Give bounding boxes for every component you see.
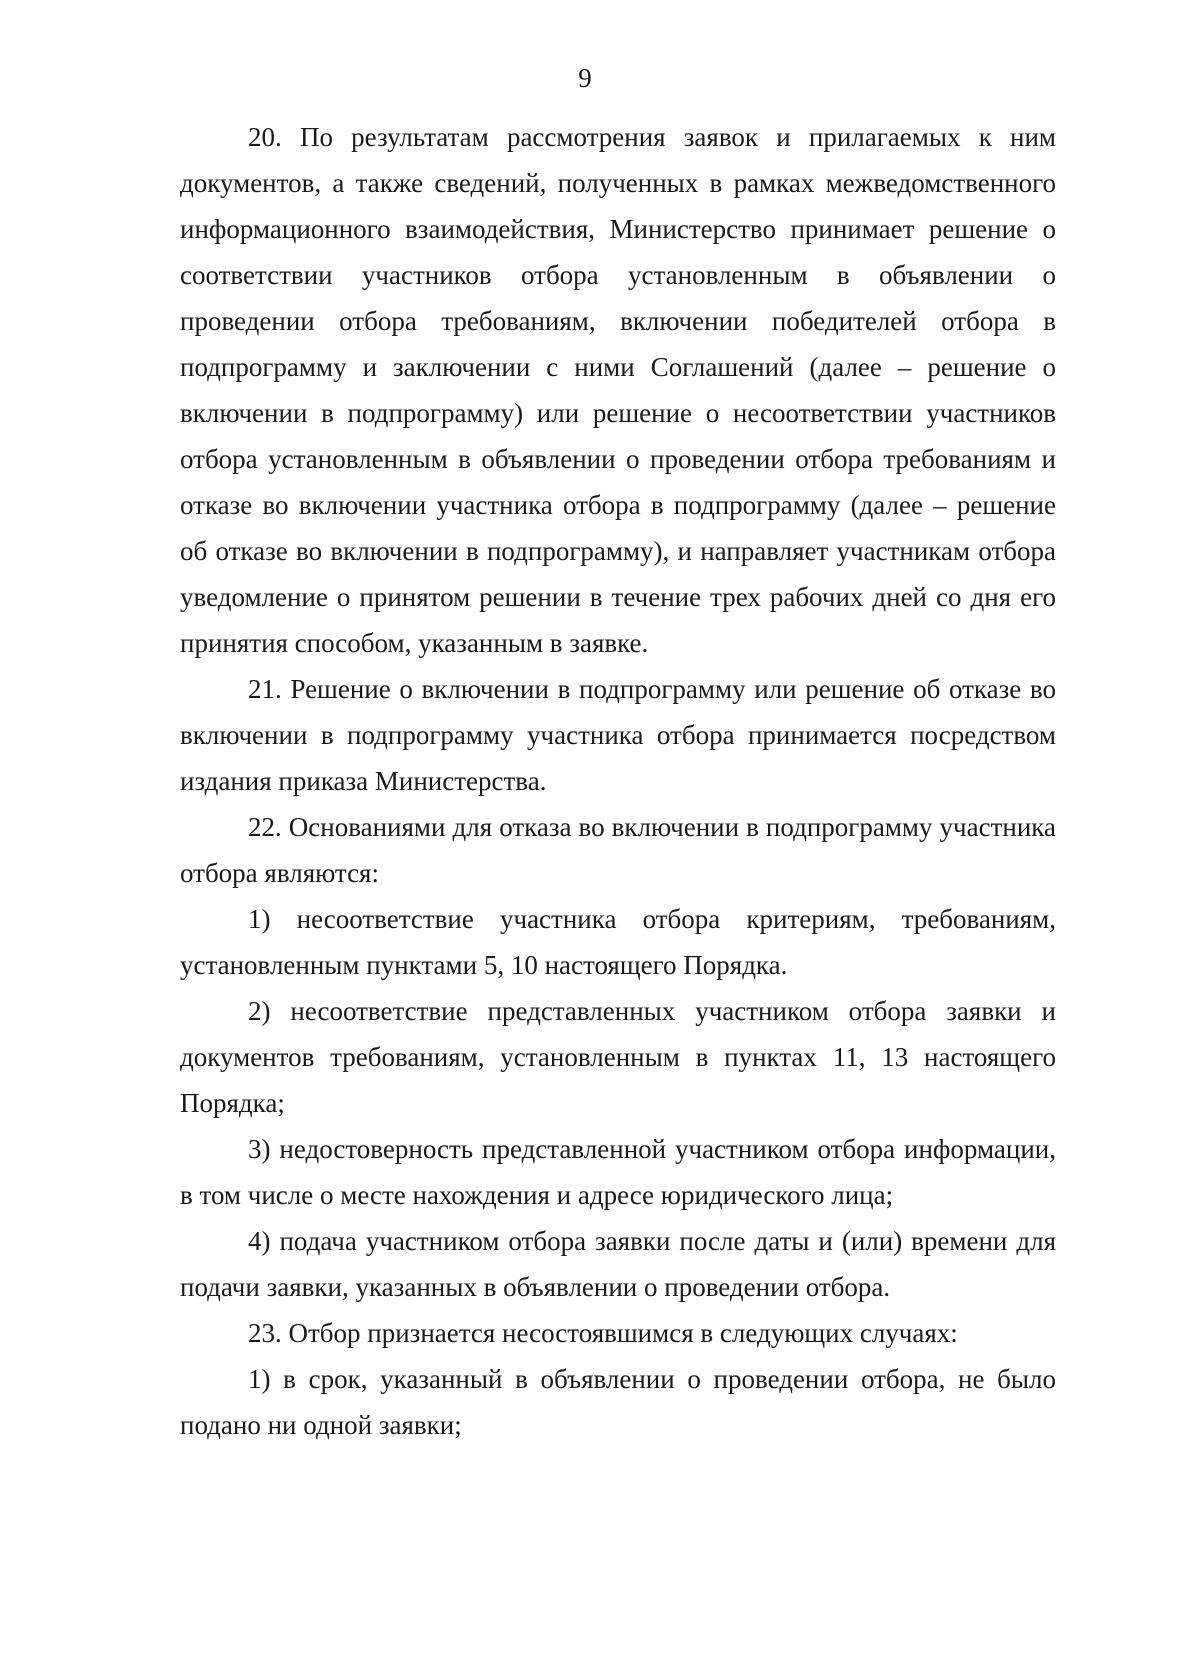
document-body <box>180 114 1056 1448</box>
paragraph-22-item-1: 1) несоответствие участника отбора критериям, требованиям, установленным пунктами 5, 10 настоящего Порядка. <box>180 904 1056 980</box>
paragraph-22-item-4: 4) подача участником отбора заявки после даты и (или) времени для подачи заявки, указанных в объявлении о проведении отбора. <box>180 1226 1056 1302</box>
paragraph-20: 20. По результатам рассмотрения заявок и прилагаемых к ним документов, а также сведений, полученных в рамках межведомственного информационного взаимодействия, Министерство принимает решение о соответствии участников отбора установленным в объявлении о проведении отбора требованиям, включении победителей отбора в подпрограмму и заключении с ними Соглашений (далее – решение о включении в подпрограмму) или решение о несоответствии участников отбора установленным в объявлении о проведении отбора требованиям и отказе во включении участника отбора в подпрограмму (далее – решение об отказе во включении в подпрограмму), и направляет участникам отбора уведомление о принятом решении в течение трех рабочих дней со дня его принятия способом, указанным в заявке. <box>180 122 1056 658</box>
paragraph-23-item-1: 1) в срок, указанный в объявлении о проведении отбора, не было подано ни одной заявки; <box>180 1364 1056 1440</box>
paragraph-21: 21. Решение о включении в подпрограмму или решение об отказе во включении в подпрограмму участника отбора принимается посредством издания приказа Министерства. <box>180 674 1056 796</box>
paragraph-22-item-3: 3) недостоверность представленной участником отбора информации, в том числе о месте нахождения и адресе юридического лица; <box>180 1134 1056 1210</box>
paragraph-23: 23. Отбор признается несостоявшимся в следующих случаях: <box>248 1318 958 1348</box>
paragraph-22: 22. Основаниями для отказа во включении в подпрограмму участника отбора являются: <box>180 812 1056 888</box>
paragraph-22-item-2: 2) несоответствие представленных участником отбора заявки и документов требованиям, установленным в пунктах 11, 13 настоящего Порядка; <box>180 996 1056 1118</box>
page-number: 9 <box>578 63 592 93</box>
